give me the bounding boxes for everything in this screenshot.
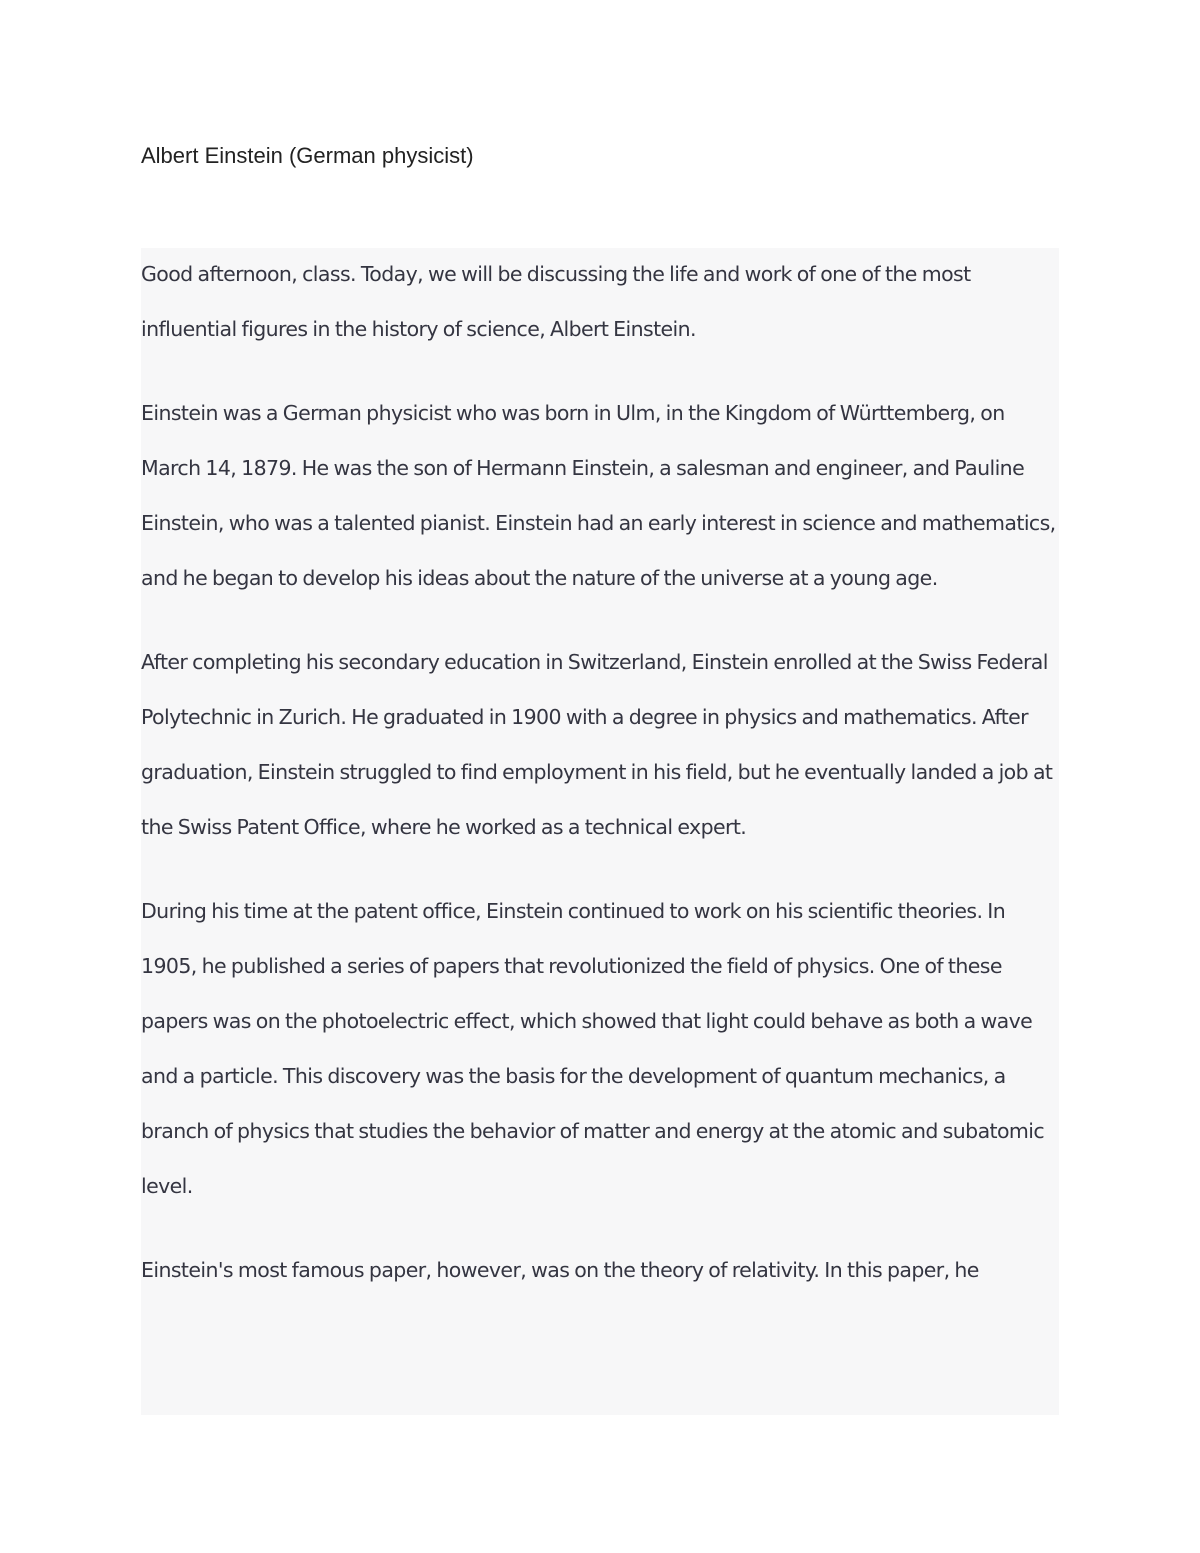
paragraph-education: After completing his secondary education in Switzerland, Einstein enrolled at the Swiss Federal Polytechnic in Zurich. He graduated in 1900 with a degree in physics and mathematics. After graduation, Einstein struggled to find employment in his field, but he eventually landed a job at the Swiss Patent Office, where he worked as a technical expert.	[141, 650, 1053, 839]
paragraph-intro: Good afternoon, class. Today, we will be discussing the life and work of one of the most influential figures in the history of science, Albert Einstein.	[141, 262, 971, 341]
document-body	[141, 248, 1059, 1415]
paragraph-patent-office: During his time at the patent office, Einstein continued to work on his scientific theories. In 1905, he published a series of papers that revolutionized the field of physics. One of these papers was on the photoelectric effect, which showed that light could behave as both a wave and a particle. This discovery was the basis for the development of quantum mechanics, a branch of physics that studies the behavior of matter and energy at the atomic and subatomic level.	[141, 899, 1045, 1198]
document-title: Albert Einstein (German physicist)	[141, 143, 474, 168]
paragraph-relativity: Einstein's most famous paper, however, was on the theory of relativity. In this paper, he	[141, 1258, 979, 1282]
paragraph-early-life: Einstein was a German physicist who was born in Ulm, in the Kingdom of Württemberg, on March 14, 1879. He was the son of Hermann Einstein, a salesman and engineer, and Pauline Einstein, who was a talented pianist. Einstein had an early interest in science and mathematics, and he began to develop his ideas about the nature of the universe at a young age.	[141, 401, 1056, 590]
